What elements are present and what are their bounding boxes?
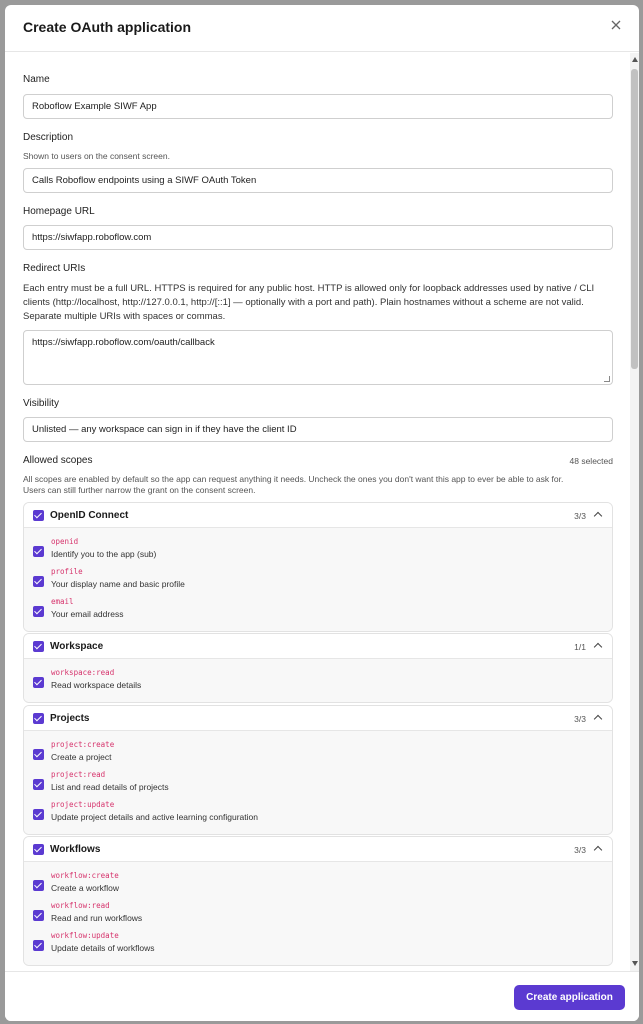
scope-description: List and read details of projects xyxy=(51,782,169,792)
scopes-selected-count: 48 selected xyxy=(569,456,613,466)
scope-code: workflow:create xyxy=(51,871,119,880)
scope-item[interactable] xyxy=(24,768,612,798)
scopes-label: Allowed scopes xyxy=(23,455,93,466)
scope-code: project:create xyxy=(51,740,115,749)
scope-description: Create a project xyxy=(51,752,112,762)
description-label: Description xyxy=(23,132,74,143)
group-count: 1/1 xyxy=(574,642,586,652)
scope-code: project:read xyxy=(51,770,106,779)
scope-description: Update details of workflows xyxy=(51,943,155,953)
scope-checkbox-icon[interactable] xyxy=(33,940,44,951)
close-icon[interactable] xyxy=(609,18,623,32)
redirect-label: Redirect URIs xyxy=(23,263,86,274)
chevron-up-icon[interactable] xyxy=(594,512,602,520)
visibility-select[interactable]: Unlisted — any workspace can sign in if they have the client ID xyxy=(23,417,613,442)
scope-description: Read workspace details xyxy=(51,680,142,690)
description-field[interactable]: Calls Roboflow endpoints using a SIWF OAuth Token xyxy=(23,168,613,193)
scope-checkbox-icon[interactable] xyxy=(33,677,44,688)
name-label: Name xyxy=(23,74,50,85)
redirect-uris-field[interactable] xyxy=(23,330,613,385)
scope-checkbox-icon[interactable] xyxy=(33,880,44,891)
scope-list xyxy=(24,862,612,965)
scope-list xyxy=(24,659,612,702)
scope-code: workspace:read xyxy=(51,668,115,677)
scope-checkbox-icon[interactable] xyxy=(33,779,44,790)
scope-group-workflows xyxy=(23,836,613,966)
scrollbar[interactable] xyxy=(630,53,639,971)
group-count: 3/3 xyxy=(574,845,586,855)
scope-item[interactable] xyxy=(24,899,612,929)
scope-code: email xyxy=(51,597,74,606)
chevron-up-icon[interactable] xyxy=(594,715,602,723)
scope-description: Create a workflow xyxy=(51,883,120,893)
scope-code: profile xyxy=(51,567,83,576)
homepage-field[interactable]: https://siwfapp.roboflow.com xyxy=(23,225,613,250)
redirect-uris-value: https://siwfapp.roboflow.com/oauth/callback xyxy=(32,337,215,348)
scope-group-openid-connect xyxy=(23,502,613,632)
dialog-body xyxy=(5,53,639,967)
group-name: Workflows xyxy=(50,844,101,855)
scroll-down-arrow-icon[interactable] xyxy=(632,961,638,966)
scope-item[interactable] xyxy=(24,666,612,696)
scope-description: Identify you to the app (sub) xyxy=(51,549,157,559)
scope-group-header[interactable] xyxy=(24,634,612,659)
group-count: 3/3 xyxy=(574,511,586,521)
dialog-title: Create OAuth application xyxy=(23,19,192,35)
scope-item[interactable] xyxy=(24,738,612,768)
scope-group-header[interactable] xyxy=(24,503,612,528)
scope-item[interactable] xyxy=(24,869,612,899)
scope-description: Update project details and active learning configuration xyxy=(51,812,258,822)
name-field[interactable]: Roboflow Example SIWF App xyxy=(23,94,613,119)
scroll-up-arrow-icon[interactable] xyxy=(632,57,638,62)
homepage-label: Homepage URL xyxy=(23,206,95,217)
scope-checkbox-icon[interactable] xyxy=(33,749,44,760)
scope-item[interactable] xyxy=(24,798,612,828)
resize-handle[interactable] xyxy=(604,376,610,382)
scope-description: Your email address xyxy=(51,609,124,619)
scope-code: openid xyxy=(51,537,79,546)
scope-checkbox-icon[interactable] xyxy=(33,606,44,617)
scope-list xyxy=(24,528,612,631)
scope-checkbox-icon[interactable] xyxy=(33,576,44,587)
chevron-up-icon[interactable] xyxy=(594,643,602,651)
scope-code: project:update xyxy=(51,800,115,809)
chevron-up-icon[interactable] xyxy=(594,846,602,854)
scope-group-workspace xyxy=(23,633,613,703)
create-oauth-dialog xyxy=(5,5,639,1021)
group-name: OpenID Connect xyxy=(50,510,129,521)
group-checkbox-icon[interactable] xyxy=(33,844,44,855)
redirect-help: Each entry must be a full URL. HTTPS is required for any public host. HTTP is allowed only for loopback addresses used by native / CLI clients (http://localhost, http://127.0.0.1, http://[::1] — optionally with a port and path). Plain hostnames without a scheme are not valid. Separate multiple URIs with spaces or commas. xyxy=(23,283,595,322)
group-checkbox-icon[interactable] xyxy=(33,510,44,521)
scrollbar-thumb[interactable] xyxy=(631,69,638,369)
scopes-help-line-1: All scopes are enabled by default so the app can request anything it needs. Uncheck the ones you don't want this app to ever be able to ask for. xyxy=(23,474,564,484)
group-name: Workspace xyxy=(50,641,104,652)
group-checkbox-icon[interactable] xyxy=(33,641,44,652)
description-hint: Shown to users on the consent screen. xyxy=(23,151,170,161)
scope-checkbox-icon[interactable] xyxy=(33,546,44,557)
scope-item[interactable] xyxy=(24,565,612,595)
dialog-footer xyxy=(5,971,639,1021)
scope-group-header[interactable] xyxy=(24,706,612,731)
scope-code: workflow:update xyxy=(51,931,119,940)
create-application-button[interactable]: Create application xyxy=(514,985,625,1010)
scope-item[interactable] xyxy=(24,535,612,565)
scope-group-projects xyxy=(23,705,613,835)
group-count: 3/3 xyxy=(574,714,586,724)
scope-code: workflow:read xyxy=(51,901,110,910)
scope-checkbox-icon[interactable] xyxy=(33,809,44,820)
dialog-header xyxy=(5,5,639,52)
scope-item[interactable] xyxy=(24,929,612,959)
visibility-label: Visibility xyxy=(23,398,59,409)
scope-group-header[interactable] xyxy=(24,837,612,862)
scope-item[interactable] xyxy=(24,595,612,625)
group-name: Projects xyxy=(50,713,90,724)
scope-description: Your display name and basic profile xyxy=(51,579,185,589)
scope-list xyxy=(24,731,612,834)
group-checkbox-icon[interactable] xyxy=(33,713,44,724)
scope-description: Read and run workflows xyxy=(51,913,143,923)
scopes-help-line-2: Users can still further narrow the grant on the consent screen. xyxy=(23,485,256,495)
scope-checkbox-icon[interactable] xyxy=(33,910,44,921)
